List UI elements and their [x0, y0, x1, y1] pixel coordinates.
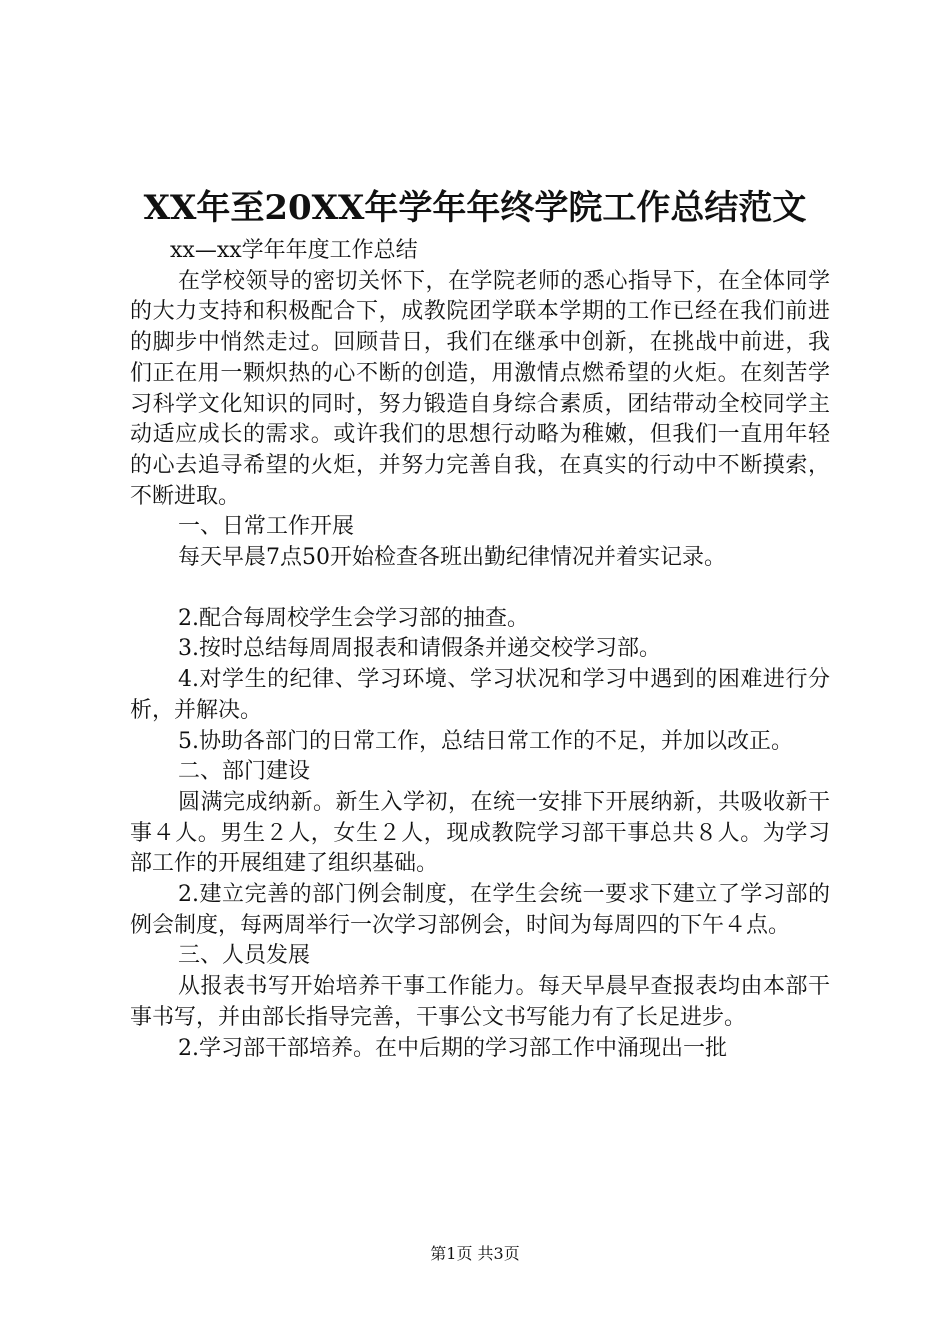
body-paragraph: 圆满完成纳新。新生入学初，在统一安排下开展纳新，共吸收新干事４人。男生２人，女生２人，现成教院学习部干事总共８人。为学习部工作的开展组建了组织基础。	[130, 789, 830, 877]
section-heading-3: 三、人员发展	[178, 943, 311, 969]
section-heading-1: 一、日常工作开展	[178, 514, 355, 540]
page-footer: 第1页 共3页	[430, 1244, 520, 1263]
body-paragraph: 每天早晨7点50开始检查各班出勤纪律情况并着实记录。	[178, 545, 726, 571]
paragraph-gap	[130, 574, 830, 604]
section-heading-2: 二、部门建设	[178, 759, 311, 785]
subtitle-paragraph: xx—xx学年年度工作总结	[170, 238, 418, 263]
body-paragraph: 5.协助各部门的日常工作，总结日常工作的不足，并加以改正。	[178, 728, 793, 754]
document-title: XX年至20XX年学年年终学院工作总结范文	[143, 188, 807, 228]
body-paragraph: 4.对学生的纪律、学习环境、学习状况和学习中遇到的困难进行分析，并解决。	[130, 667, 830, 723]
body-paragraph: 2.学习部干部培养。在中后期的学习部工作中涌现出一批	[178, 1035, 727, 1061]
document-body	[130, 236, 830, 1064]
body-paragraph: 3.按时总结每周周报表和请假条并递交校学习部。	[178, 636, 661, 662]
body-paragraph: 从报表书写开始培养干事工作能力。每天早晨早查报表均由本部干事书写，并由部长指导完善，干事公文书写能力有了长足进步。	[130, 974, 830, 1030]
body-paragraph: 2.建立完善的部门例会制度，在学生会统一要求下建立了学习部的例会制度，每两周举行一次学习部例会，时间为每周四的下午４点。	[130, 882, 830, 938]
body-paragraph: 2.配合每周校学生会学习部的抽查。	[178, 605, 529, 631]
intro-paragraph: 在学校领导的密切关怀下，在学院老师的悉心指导下，在全体同学的大力支持和积极配合下，成教院团学联本学期的工作已经在我们前进的脚步中悄然走过。回顾昔日，我们在继承中创新，在挑战中前进，我们正在用一颗炽热的心不断的创造，用激情点燃希望的火炬。在刻苦学习科学文化知识的同时，努力锻造自身综合素质，团结带动全校同学主动适应成长的需求。或许我们的思想行动略为稚嫩，但我们一直用年轻的心去追寻希望的火炬，并努力完善自我，在真实的行动中不断摸索，不断进取。	[130, 268, 830, 509]
